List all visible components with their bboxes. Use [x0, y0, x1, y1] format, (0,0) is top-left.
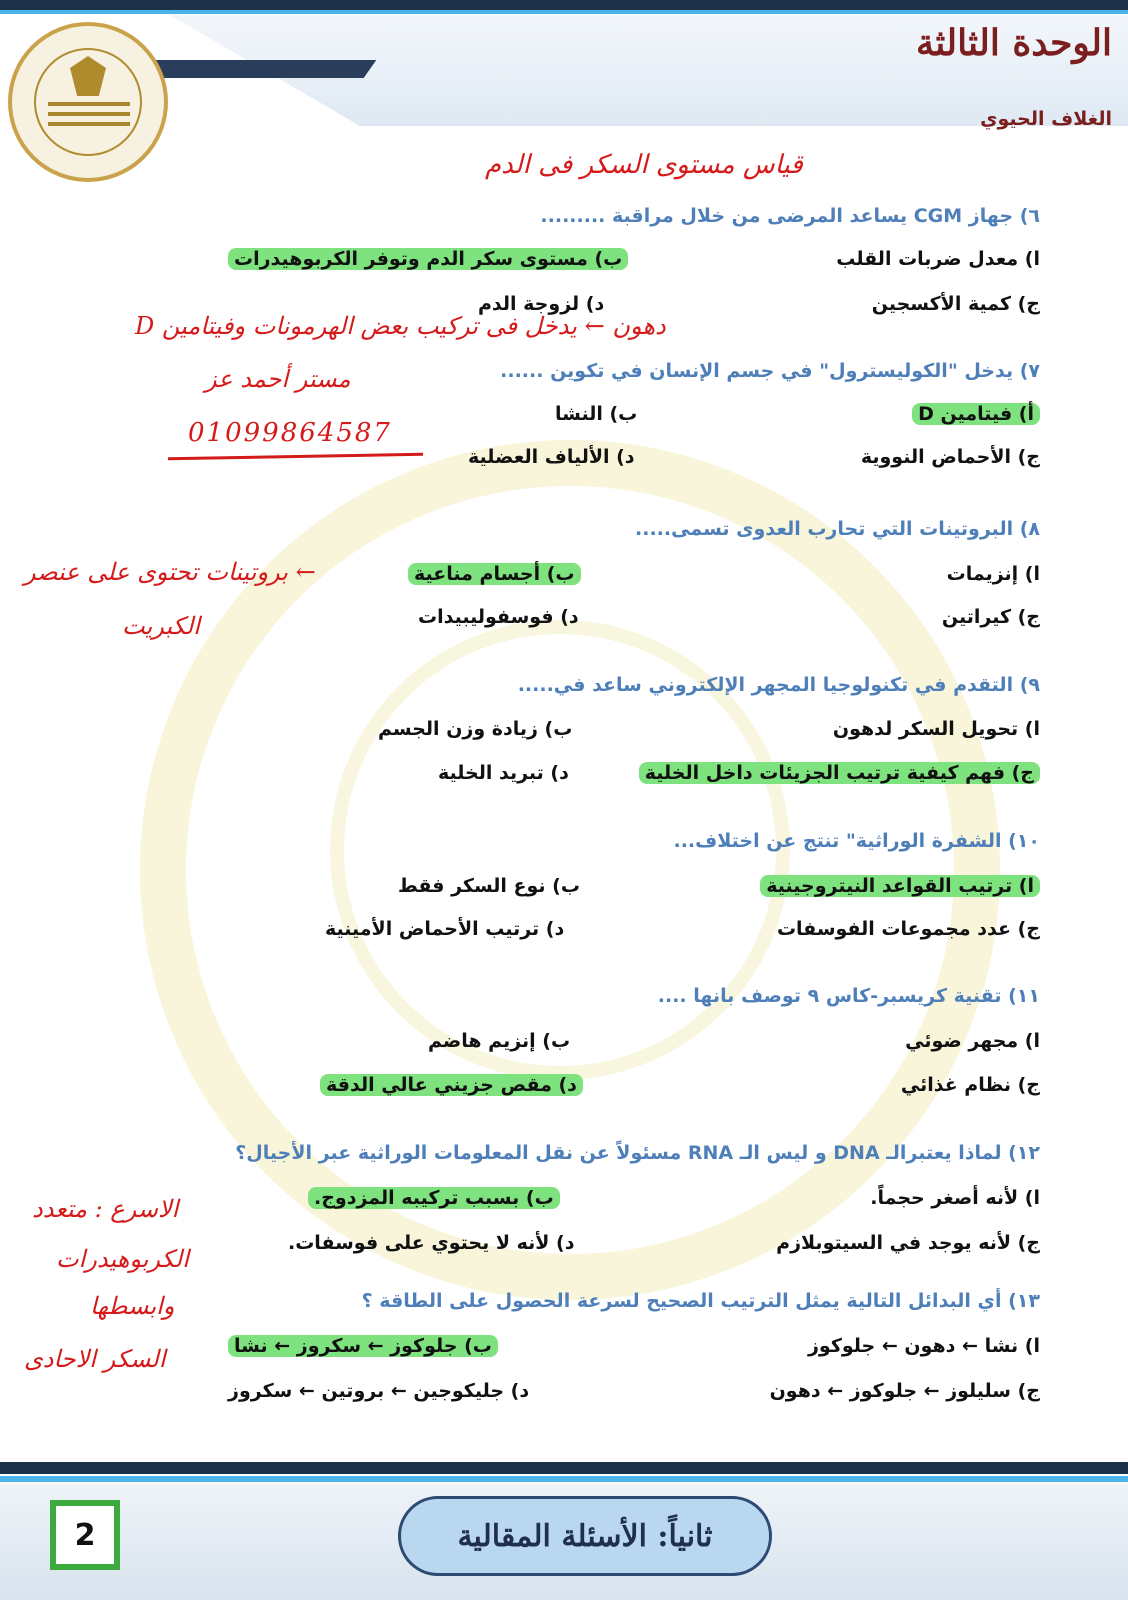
q11-option-b: ب) إنزيم هاضم	[428, 1030, 571, 1052]
q9-option-c	[639, 762, 1040, 784]
annotation-monosaccharide: السكر الاحادى	[24, 1345, 166, 1373]
annotation-underline	[168, 453, 423, 460]
annotation-fastest: الاسرع : متعدد	[32, 1195, 179, 1223]
q12-option-b	[308, 1187, 560, 1209]
page-number-box	[50, 1500, 120, 1570]
question-10: ١٠) الشفرة الوراثية" تنتج عن اختلاف...	[673, 830, 1040, 852]
q7-answer-highlight: أ) فيتامين D	[912, 403, 1040, 425]
annotation-carbohydrates: الكربوهيدرات	[56, 1245, 189, 1273]
q9-option-a: ا) تحويل السكر لدهون	[832, 718, 1040, 740]
q11-option-d	[320, 1074, 583, 1096]
q6-answer-highlight: ب) مستوى سكر الدم وتوفر الكربوهيدرات	[228, 248, 628, 270]
annotation-antibodies: ← بروتينات تحتوى على عنصر	[24, 558, 316, 586]
q8-answer-highlight: ب) أجسام مناعية	[408, 563, 581, 585]
q13-option-a: ا) نشا ← دهون ← جلوكوز	[807, 1335, 1040, 1357]
q6-option-d: د) لزوجة الدم	[478, 293, 605, 315]
question-12: ١٢) لماذا يعتبرالـ DNA و ليس الـ RNA مسئولاً عن نقل المعلومات الوراثية عبر الأجيال؟	[235, 1142, 1040, 1164]
q7-option-d: د) الألياف العضلية	[468, 446, 635, 468]
q13-option-b	[228, 1335, 498, 1357]
q13-option-c: ج) سليلوز ← جلوكوز ← دهون	[769, 1380, 1040, 1402]
q12-answer-highlight: ب) بسبب تركيبه المزدوج.	[308, 1187, 560, 1209]
q13-option-d: د) جليكوجين ← بروتين ← سكروز	[228, 1380, 530, 1402]
q6-option-b	[228, 248, 628, 270]
q9-answer-highlight: ج) فهم كيفية ترتيب الجزيئات داخل الخلية	[639, 762, 1040, 784]
question-9: ٩) التقدم في تكنولوجيا المجهر الإلكتروني ساعد في.....	[517, 674, 1040, 696]
q10-option-c: ج) عدد مجموعات الفوسفات	[776, 918, 1040, 940]
q10-option-b: ب) نوع السكر فقط	[398, 875, 580, 897]
annotation-sulfur: الكبريت	[122, 612, 200, 640]
question-8: ٨) البروتينات التي تحارب العدوى تسمى.....	[635, 518, 1040, 540]
section-title-pill	[398, 1496, 772, 1576]
q10-answer-highlight: ا) ترتيب القواعد النيتروجينية	[760, 875, 1040, 897]
top-decor-band	[0, 0, 1128, 10]
logo-lines	[48, 102, 130, 106]
q8-option-a: ا) إنزيمات	[946, 563, 1040, 585]
ministry-logo	[8, 22, 168, 182]
header-stripe	[144, 60, 377, 78]
q9-option-d: د) تبريد الخلية	[438, 762, 569, 784]
q10-option-d: د) ترتيب الأحماض الأمينية	[325, 918, 565, 940]
q6-option-a: ا) معدل ضربات القلب	[836, 248, 1040, 270]
q12-option-d: د) لأنه لا يحتوي على فوسفات.	[288, 1232, 575, 1254]
annotation-cholesterol: دهون ← يدخل فى تركيب بعض الهرمونات وفيتامين D	[135, 312, 666, 340]
q8-option-c: ج) كيراتين	[941, 606, 1040, 628]
question-13: ١٣) أي البدائل التالية يمثل الترتيب الصحيح لسرعة الحصول على الطاقة ؟	[361, 1290, 1040, 1312]
q11-option-c: ج) نظام غذائي	[900, 1074, 1040, 1096]
top-decor-stripe	[0, 10, 1128, 14]
q7-option-a	[912, 403, 1040, 425]
question-11: ١١) تقنية كريسبر-كاس ٩ توصف بانها ....	[657, 985, 1040, 1007]
q12-option-c: ج) لأنه يوجد في السيتوبلازم	[776, 1232, 1040, 1254]
q9-option-b: ب) زيادة وزن الجسم	[378, 718, 573, 740]
annotation-sugar-level: قياس مستوى السكر فى الدم	[485, 150, 803, 180]
q8-option-d: د) فوسفوليبيدات	[418, 606, 579, 628]
q7-option-b: ب) النشا	[555, 403, 638, 425]
annotation-phone: 01099864587	[188, 418, 392, 448]
section-title: ثانياً: الأسئلة المقالية	[457, 1518, 713, 1554]
q10-option-a	[760, 875, 1040, 897]
q12-option-a: ا) لأنه أصغر حجماً.	[870, 1187, 1040, 1209]
q7-option-c: ج) الأحماض النووية	[860, 446, 1040, 468]
annotation-simplest: وابسطها	[90, 1292, 175, 1320]
annotation-teacher-name: مستر أحمد عز	[205, 365, 351, 393]
question-6: ٦) جهاز CGM يساعد المرضى من خلال مراقبة .........	[540, 205, 1040, 227]
q6-option-c: ج) كمية الأكسجين	[871, 293, 1040, 315]
q8-option-b	[408, 563, 581, 585]
bottom-decor-stripe	[0, 1476, 1128, 1482]
unit-title: الوحدة الثالثة	[915, 22, 1112, 64]
question-7: ٧) يدخل "الكوليسترول" في جسم الإنسان في تكوين ......	[500, 360, 1040, 382]
unit-subtitle: الغلاف الحيوي	[980, 108, 1112, 130]
q13-answer-highlight: ب) جلوكوز ← سكروز ← نشا	[228, 1335, 498, 1357]
q11-answer-highlight: د) مقص جزيني عالي الدقة	[320, 1074, 583, 1096]
q11-option-a: ا) مجهر ضوئي	[905, 1030, 1040, 1052]
page-number: 2	[74, 1517, 96, 1553]
bottom-decor-band	[0, 1462, 1128, 1474]
